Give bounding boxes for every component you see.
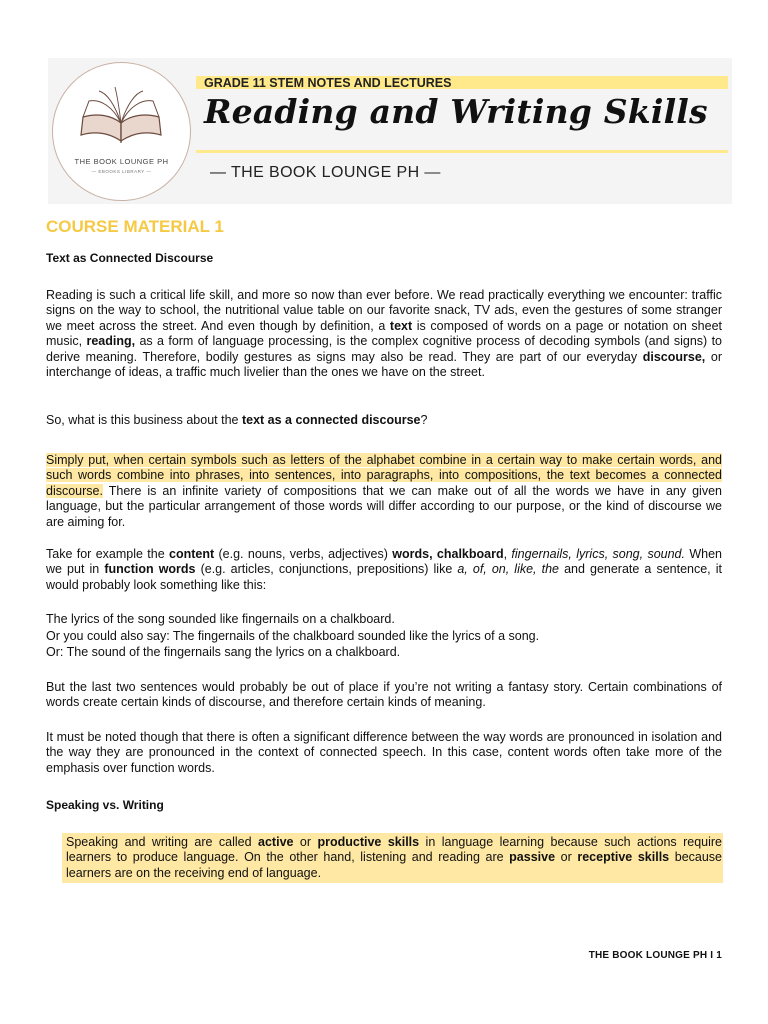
example-sentence: The lyrics of the song sounded like fingernails on a chalkboard. [46, 612, 395, 626]
logo-subtitle: — EBOOKS LIBRARY — [91, 169, 152, 174]
title-underline-bar [196, 150, 728, 153]
logo-name: THE BOOK LOUNGE PH [74, 157, 169, 166]
page-footer: THE BOOK LOUNGE PH I 1 [588, 950, 722, 961]
paragraph-example-intro: Take for example the content (e.g. nouns, verbs, adjectives) words, chalkboard, fingernails, lyrics, song, sound. When we put in function words (e.g. articles, conjunctions, prepositions) like a, of, on, like, the and generate a sentence, it would probably look something like this: [46, 547, 722, 592]
highlighted-definition: Simply put, when certain symbols such as letters of the alphabet combine in a certain way to make certain words, and such words combine into phrases, into sentences, into paragraphs, into compositions, the text becomes a connected discourse. [46, 453, 722, 498]
page-title: Reading and Writing Skills [204, 92, 708, 131]
example-sentence: Or: The sound of the fingernails sang the lyrics on a chalkboard. [46, 645, 401, 659]
header-subtitle: — THE BOOK LOUNGE PH — [210, 164, 441, 181]
section-title-text-as-discourse: Text as Connected Discourse [46, 251, 214, 265]
course-title: COURSE MATERIAL 1 [46, 217, 224, 236]
logo [52, 62, 191, 201]
paragraph-skills: Speaking and writing are called active or productive skills in language learning because such actions require learners to produce language. On the other hand, listening and reading are passive or receptive skills because learners are on the receiving end of language. [66, 835, 723, 880]
paragraph-definition: Simply put, when certain symbols such as letters of the alphabet combine in a certain way to make certain words, and such words combine into phrases, into sentences, into paragraphs, into compositions, the text becomes a connected discourse. There is an infinite variety of compositions that we can make out of all the words we have in any given language, but the particular arrangement of those words will differ according to our purpose, or the kind of discourse we are aiming for. [46, 453, 722, 529]
example-sentence: Or you could also say: The fingernails of the chalkboard sounded like the lyrics of a song. [46, 629, 540, 643]
paragraph-pronunciation: It must be noted though that there is often a significant difference between the way words are pronounced in isolation and the way they are pronounced in the context of connected speech. In this case, content words often take more of the emphasis over function words. [46, 730, 722, 775]
section-title-speaking-vs-writing: Speaking vs. Writing [46, 798, 164, 812]
paragraph-question: So, what is this business about the text as a connected discourse? [46, 413, 428, 427]
grade-label: GRADE 11 STEM NOTES AND LECTURES [204, 76, 452, 90]
paragraph-fantasy: But the last two sentences would probably be out of place if you’re not writing a fantasy story. Certain combinations of words create certain kinds of discourse, and therefore certain kinds of meaning. [46, 680, 722, 710]
paragraph-intro: Reading is such a critical life skill, and more so now than ever before. We read practically everything we encounter: traffic signs on the way to school, the nutritional value table on our favorite snack, TV ads, even the gestures of some stranger we meet across the street. And even though by definition, a text is composed of words on a page or notation on sheet music, reading, as a form of language processing, is the complex cognitive process of decoding symbols (and signs) to derive meaning. Therefore, bodily gestures as signs may also be read. They are part of our everyday discourse, or interchange of ideas, a traffic much livelier than the ones we have on the street. [46, 288, 723, 380]
open-book-icon [77, 85, 165, 151]
